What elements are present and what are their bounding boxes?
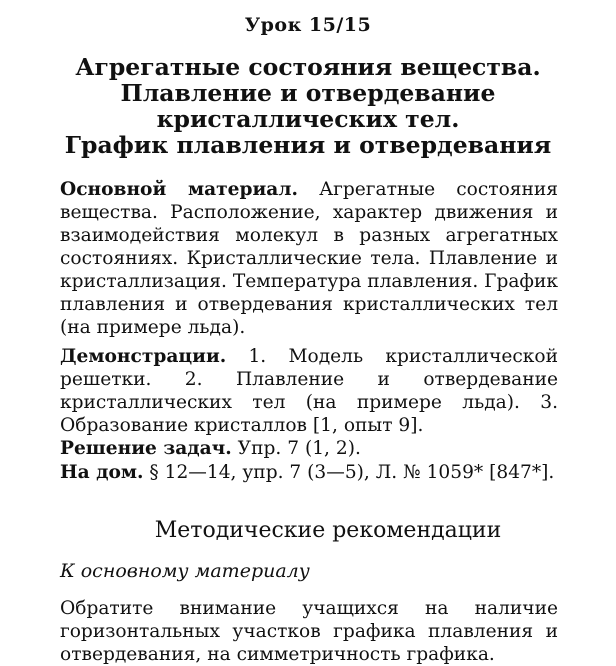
recommendations-paragraph: Обратите внимание учащихся на наличие горизонтальных участков графика плавления и отвердевания, на симметричность графика. — [60, 598, 558, 665]
demonstrations-paragraph — [60, 345, 558, 437]
lesson-title — [0, 54, 616, 158]
homework-label: На дом. — [60, 462, 144, 483]
demonstrations-label: Демонстрации. — [60, 346, 227, 367]
problems-label: Решение задач. — [60, 438, 232, 459]
recommendations-heading: Методические рекомендации — [154, 518, 502, 543]
homework-text: § 12—14, упр. 7 (3—5), Л. № 1059* [847*]. — [143, 462, 555, 483]
main-material-text: Агрегатные состояния вещества. Расположение, характер движения и взаимодействия молекул в разных агрегатных состояниях. Кристаллические тела. Плавление и кристаллизация. Температура плавления. График плавления и отвердевания кристаллических тел (на примере льда). — [60, 179, 559, 338]
main-material-paragraph — [60, 178, 558, 339]
title-line-3: кристаллических тел. — [156, 105, 460, 133]
title-line-4: График плавления и отвердевания — [64, 131, 552, 159]
problems-paragraph — [60, 437, 558, 460]
problems-text: Упр. 7 (1, 2). — [231, 438, 361, 459]
title-line-2: Плавление и отвердевание — [120, 79, 496, 107]
homework-paragraph — [60, 461, 558, 484]
lesson-number: Урок 15/15 — [244, 14, 372, 36]
demonstrations-text: 1. Модель кристаллической решетки. 2. Плавление и отвердевание кристаллических тел (на примере льда). 3. Образование кристаллов [1, опыт 9]. — [60, 346, 558, 436]
title-line-1: Агрегатные состояния вещества. — [75, 53, 541, 81]
main-material-label: Основной материал. — [60, 179, 298, 200]
recommendations-subheading: К основному материалу — [60, 560, 310, 582]
